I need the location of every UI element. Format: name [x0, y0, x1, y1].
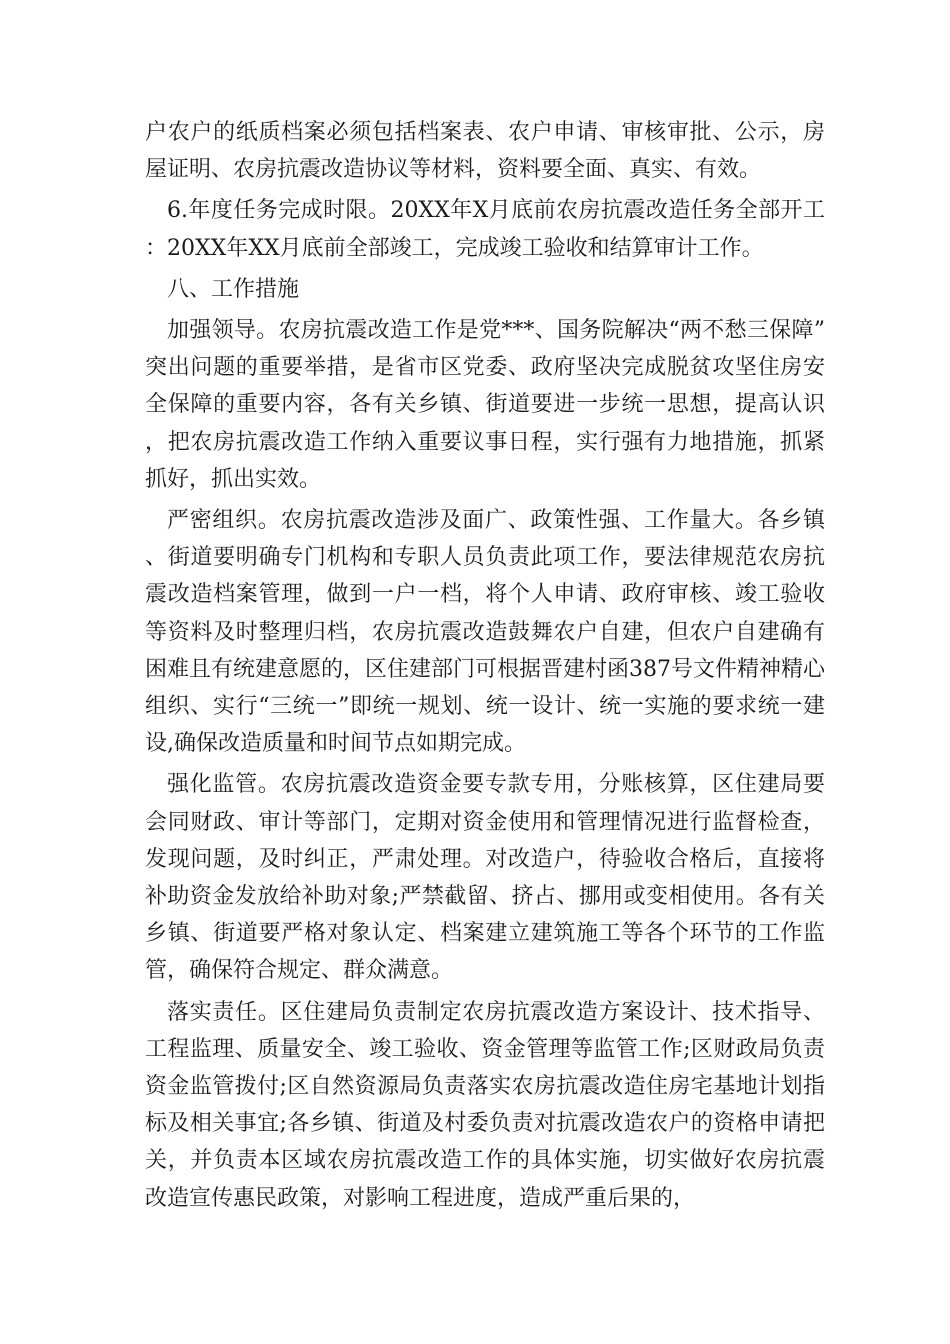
section-heading-work-measures: 八、工作措施 — [167, 276, 300, 302]
paragraph-strengthen-supervision: 强化监管。农房抗震改造资金要专款专用，分账核算，区住建局要会同财政、审计等部门，定期对资金使用和管理情况进行监督检查，发现问题，及时纠正，严肃处理。对改造户，待验收合格后，直接将补助资金发放给补助对象;严禁截留、挤占、挪用或变相使用。各有关乡镇、街道要严格对象认定、档案建立建筑施工等各个环节的工作监管，确保符合规定、群众满意。 — [145, 772, 825, 984]
paragraph-strengthen-leadership: 加强领导。农房抗震改造工作是党***、国务院解决“两不愁三保障”突出问题的重要举措，是省市区党委、政府坚决完成脱贫攻坚住房安全保障的重要内容，各有关乡镇、街道要进一步统一思想，提高认识，把农房抗震改造工作纳入重要议事日程，实行强有力地措施，抓紧抓好，抓出实效。 — [145, 318, 825, 492]
paragraph-strict-organization: 严密组织。农房抗震改造涉及面广、政策性强、工作量大。各乡镇、街道要明确专门机构和专职人员负责此项工作，要法律规范农房抗震改造档案管理，做到一户一档，将个人申请、政府审核、竣工验收等资料及时整理归档，农房抗震改造鼓舞农户自建，但农户自建确有困难且有统建意愿的，区住建部门可根据晋建村函387号文件精神精心组织、实行“三统一”即统一规划、统一设计、统一实施的要求统一建设,确保改造质量和时间节点如期完成。 — [145, 508, 825, 757]
document-body — [145, 114, 825, 1217]
paragraph-annual-deadline: 6.年度任务完成时限。20XX年X月底前农房抗震改造任务全部开工：20XX年XX月底前全部竣工，完成竣工验收和结算审计工作。 — [145, 198, 825, 261]
paragraph-implement-responsibility: 落实责任。区住建局负责制定农房抗震改造方案设计、技术指导、工程监理、质量安全、竣工验收、资金管理等监管工作;区财政局负责资金监管拨付;区自然资源局负责落实农房抗震改造住房宅基地计划指标及相关事宜;各乡镇、街道及村委负责对抗震改造农户的资格申请把关，并负责本区域农房抗震改造工作的具体实施，切实做好农房抗震改造宣传惠民政策，对影响工程进度，造成严重后果的， — [145, 999, 825, 1211]
paragraph-archive-materials: 户农户的纸质档案必须包括档案表、农户申请、审核审批、公示，房屋证明、农房抗震改造协议等材料，资料要全面、真实、有效。 — [145, 120, 825, 183]
